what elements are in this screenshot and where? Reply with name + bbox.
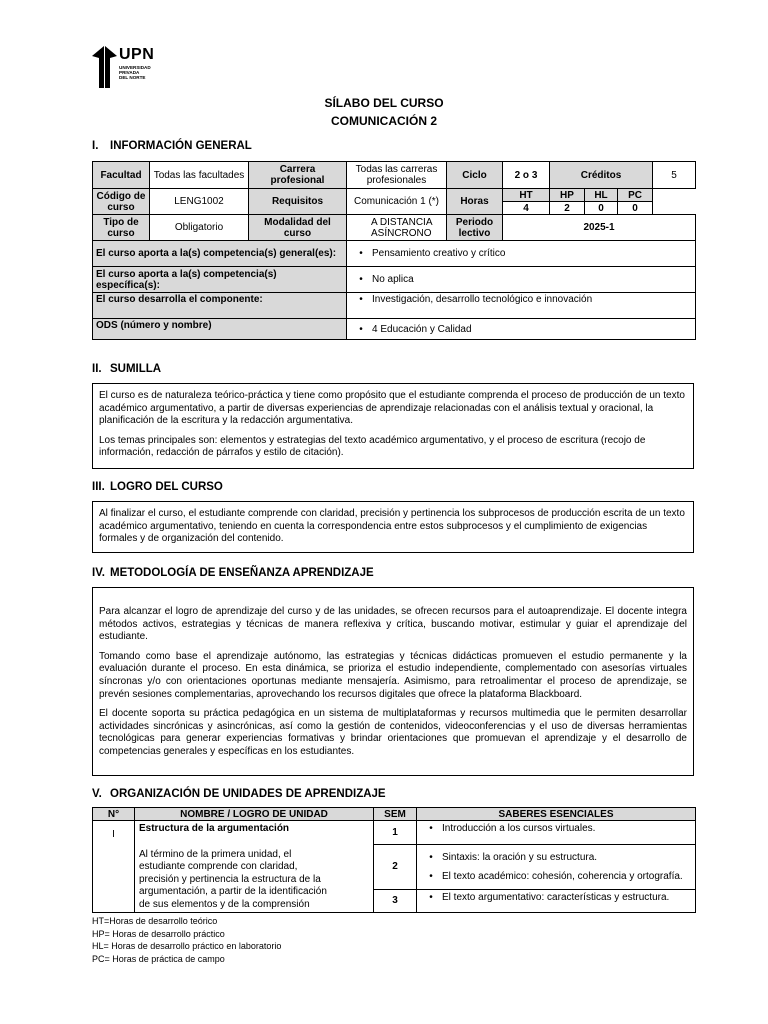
upn-logo-mark-icon [92, 46, 118, 88]
career-value: Todas las carreras profesionales [347, 162, 447, 189]
logro-paragraph: Al finalizar el curso, el estudiante comprende con claridad, precisión y pertinencia los subprocesos de producción escrita de un texto académico argumentativo, teniendo en cuenta la correspondencia entre estos subprocesos y el cumplimiento de exigencias formales y de organización del contenido. [99, 508, 685, 545]
modality-value: A DISTANCIA ASÍNCRONO [347, 215, 447, 241]
unit-achievement: Al término de la primera unidad, el estudiante comprende con claridad, precisión y pertinencia la estructura de la argumentación, a partir de la identificación de sus elementos y de la comprensión [139, 848, 327, 910]
career-label: Carrera profesional [249, 162, 347, 189]
logro-box [92, 501, 694, 553]
hl-label: HL [585, 189, 618, 202]
ods-label: ODS (número y nombre) [93, 319, 347, 340]
unit-title: Estructura de la argumentación [139, 823, 290, 834]
units-header-num: N° [93, 808, 135, 821]
cycle-label: Ciclo [447, 162, 503, 189]
cycle-value: 2 o 3 [503, 162, 550, 189]
metodologia-paragraph-2: Tomando como base el aprendizaje autónomo, las estrategias y técnicas didácticas promueven el estudio permanente y la evaluación durante el proceso. En esta dinámica, se prioriza el estudio independiente, complementado con asesorías virtuales síncronas y/o con orientaciones oportunas mediante mensajería. Asimismo, para retroalimentar el proceso de aprendizaje, se prevén sesiones complementarias, aprovechando los recursos digitales que ofrece la plataforma Blackboard. [99, 650, 687, 700]
week-number: 1 [374, 821, 417, 845]
hours-label: Horas [447, 189, 503, 215]
upn-logo [92, 44, 162, 90]
course-type-label: Tipo de curso [93, 215, 150, 241]
hp-value: 2 [550, 202, 585, 215]
knowledge-item: • Introducción a los cursos virtuales. [417, 821, 696, 845]
legend-ht: HT=Horas de desarrollo teórico [92, 916, 218, 926]
week-number: 2 [374, 844, 417, 889]
pc-label: PC [618, 189, 653, 202]
units-header-week: SEM [374, 808, 417, 821]
component-value: • Investigación, desarrollo tecnológico e innovación [347, 293, 696, 319]
hp-label: HP [550, 189, 585, 202]
ht-label: HT [503, 189, 550, 202]
knowledge-items [417, 844, 696, 889]
general-competence-label: El curso aporta a la(s) competencia(s) general(es): [93, 241, 347, 267]
section-heading-metodologia: IV. METODOLOGÍA DE ENSEÑANZA APRENDIZAJE [92, 567, 374, 579]
course-name: COMUNICACIÓN 2 [330, 114, 437, 128]
unit-number: I [93, 821, 135, 913]
section-heading-unidades: V. ORGANIZACIÓN DE UNIDADES DE APRENDIZAJE [92, 788, 386, 800]
logo-brand: UPN [119, 46, 155, 63]
knowledge-item: • Sintaxis: la oración y su estructura. [429, 851, 598, 863]
faculty-label: Facultad [93, 162, 150, 189]
credits-value: 5 [653, 162, 696, 189]
hours-legend [92, 915, 281, 965]
sumilla-paragraph-2: Los temas principales son: elementos y estrategias del texto académico argumentativo, y el proceso de escritura (recojo de información, redacción de párrafos y estilo de citación). [99, 434, 646, 459]
units-table [92, 807, 696, 913]
faculty-value: Todas las facultades [150, 162, 249, 189]
knowledge-item: • El texto argumentativo: características y estructura. [417, 889, 696, 912]
sumilla-box [92, 383, 694, 469]
course-code-label: Código de curso [93, 189, 150, 215]
requirements-value: Comunicación 1 (*) [347, 189, 447, 215]
unit-name-cell [135, 821, 374, 913]
metodologia-paragraph-3: El docente soporta su práctica pedagógica en un sistema de multiplataformas y recursos multimedia que le permiten desarrollar actividades sincrónicas y asincrónicas, así como la gestión de contenidos, videoconferencias y el uso de diversas herramientas tecnológicas para generar experiencias formativas y brindar orientaciones que promuevan el aprendizaje y el desarrollo de competencias generales y específicas en los estudiantes. [99, 708, 687, 757]
legend-pc: PC= Horas de práctica de campo [92, 953, 225, 964]
metodologia-box [92, 587, 694, 776]
general-competence-value: • Pensamiento creativo y crítico [347, 241, 696, 267]
metodologia-paragraph-1: Para alcanzar el logro de aprendizaje del curso y de las unidades, se ofrecen recursos para el autoaprendizaje. El docente integra métodos activos, estrategias y técnicas de manera reflexiva y crítica, buscando motivar, estimular y guiar el aprendizaje del estudiante. [99, 606, 687, 643]
period-label: Periodo lectivo [447, 215, 503, 241]
units-header-knowledge: SABERES ESENCIALES [417, 808, 696, 821]
sumilla-paragraph-1: El curso es de naturaleza teórico-práctica y tiene como propósito que el estudiante comprenda el proceso de producción de un texto académico argumentativo, a partir de diversas experiencias de aprendizaje relacionadas con el análisis textual y oracional, la planificación de la escritura y la redacción argumentativa. [99, 390, 685, 427]
ods-value: • 4 Educación y Calidad [347, 319, 696, 340]
section-heading-logro: III. LOGRO DEL CURSO [92, 481, 223, 493]
specific-competence-label: El curso aporta a la(s) competencia(s) específica(s): [93, 267, 347, 293]
section-heading-sumilla: II. SUMILLA [92, 363, 162, 375]
credits-label: Créditos [550, 162, 653, 189]
section-heading-info: I. INFORMACIÓN GENERAL [92, 140, 252, 152]
modality-label: Modalidad del curso [249, 215, 347, 241]
document-title: SÍLABO DEL CURSO [324, 96, 444, 110]
logo-subtitle: UNIVERSIDAD PRIVADA DEL NORTE [119, 65, 151, 81]
week-number: 3 [374, 889, 417, 912]
period-value: 2025-1 [503, 215, 696, 241]
component-label: El curso desarrolla el componente: [93, 293, 347, 319]
course-type-value: Obligatorio [150, 215, 249, 241]
knowledge-item: • El texto académico: cohesión, coherencia y ortografía. [429, 870, 683, 882]
requirements-label: Requisitos [249, 189, 347, 215]
course-code-value: LENG1002 [150, 189, 249, 215]
general-info-table [92, 161, 696, 340]
hl-value: 0 [585, 202, 618, 215]
legend-hp: HP= Horas de desarrollo práctico [92, 928, 225, 939]
pc-value: 0 [618, 202, 653, 215]
legend-hl: HL= Horas de desarrollo práctico en laboratorio [92, 941, 282, 951]
specific-competence-value: • No aplica [347, 267, 696, 293]
units-header-name: NOMBRE / LOGRO DE UNIDAD [135, 808, 374, 821]
ht-value: 4 [503, 202, 550, 215]
